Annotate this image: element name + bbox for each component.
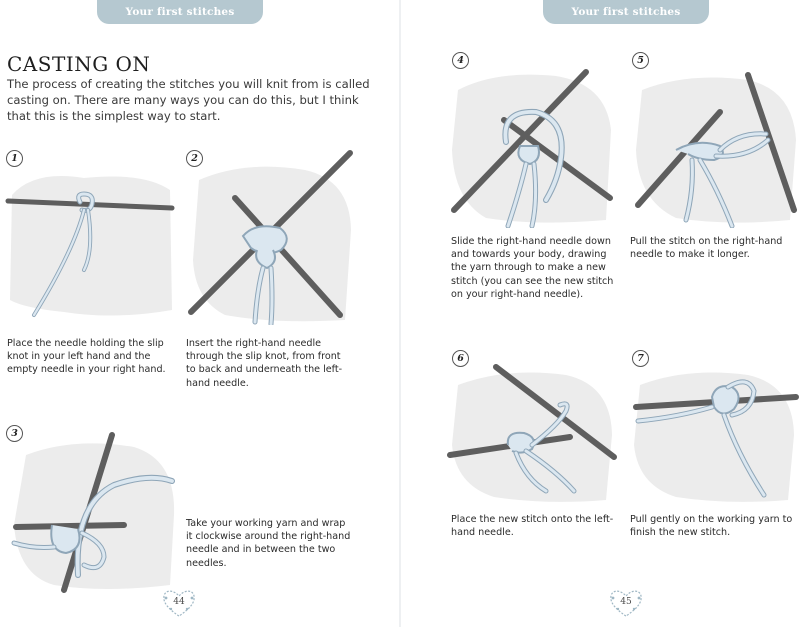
step-1-badge: 1 [6,150,23,167]
step-3-badge: 3 [6,425,23,442]
page-number-text: 45 [620,597,632,607]
step-7-caption: Pull gently on the working yarn to finish the new stitch. [630,514,793,539]
running-header-tab: Your first stitches [543,0,709,24]
step-6-badge: 6 [452,350,469,367]
page-number [159,586,199,620]
step-1-illustration [4,150,176,325]
step-4-illustration [446,50,618,228]
intro-paragraph: The process of creating the stitches you will knit from is called casting on. There are many ways you can do this, but I think that this is the simplest way to start. [7,77,370,124]
step-4-badge: 4 [452,52,469,69]
step-6-illustration [446,345,618,510]
step-5-badge: 5 [632,52,649,69]
step-5-caption: Pull the stitch on the right-hand needle to make it longer. [630,236,783,261]
right-page [400,0,800,627]
step-2-illustration [185,150,357,325]
step-3-caption: Take your working yarn and wrap it clockwise around the right-hand needle and in between the two needles. [186,518,351,569]
step-5-illustration [628,50,800,228]
step-7-badge: 7 [632,350,649,367]
running-header-tab: Your first stitches [97,0,263,24]
page-title: CASTING ON [7,52,151,76]
page-number-text: 44 [173,597,185,607]
step-2-badge: 2 [186,150,203,167]
page-number [606,586,646,620]
step-2-caption: Insert the right-hand needle through the slip knot, from front to back and underneath the left-hand needle. [186,338,343,389]
step-6-caption: Place the new stitch onto the left-hand needle. [451,514,614,539]
step-1-caption: Place the needle holding the slip knot in your left hand and the empty needle in your right hand. [7,338,166,376]
step-7-illustration [628,345,800,510]
step-4-caption: Slide the right-hand needle down and towards your body, drawing the yarn through to make a new stitch (you can see the new stitch on your right-hand needle). [451,236,614,300]
step-3-illustration [4,425,179,595]
